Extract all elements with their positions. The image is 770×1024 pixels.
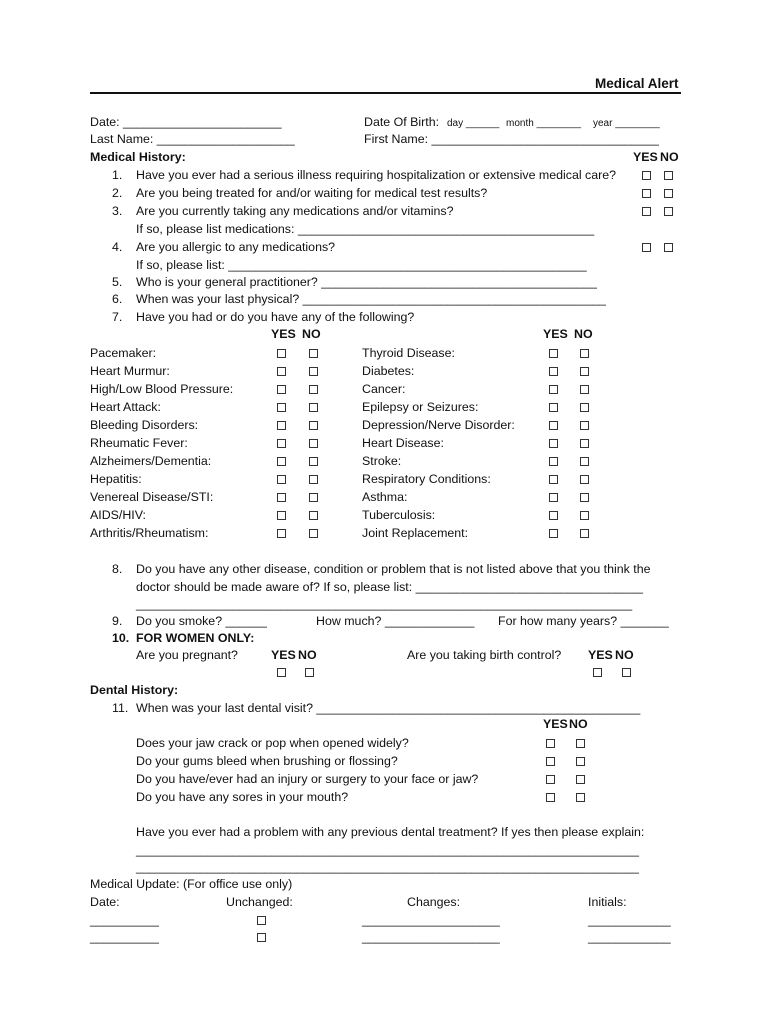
condition-label: Hepatitis: bbox=[90, 472, 142, 486]
condition-label: Depression/Nerve Disorder: bbox=[362, 418, 515, 432]
question-number: 4. bbox=[112, 240, 123, 254]
condition-yes-checkbox[interactable] bbox=[549, 475, 558, 484]
dob-month-field[interactable]: month ________ bbox=[506, 118, 582, 129]
practitioner-field[interactable]: Who is your general practitioner? ________________________________________ bbox=[136, 275, 597, 289]
update-date-header: Date: bbox=[90, 895, 120, 909]
condition-yes-checkbox[interactable] bbox=[549, 439, 558, 448]
medical-update-heading: Medical Update: (For office use only) bbox=[90, 877, 293, 891]
condition-yes-checkbox[interactable] bbox=[277, 349, 286, 358]
condition-no-checkbox[interactable] bbox=[309, 511, 318, 520]
condition-label: Heart Attack: bbox=[90, 400, 161, 414]
condition-yes-checkbox[interactable] bbox=[549, 349, 558, 358]
allergies-list-field[interactable]: If so, please list: ____________________________________________________ bbox=[136, 258, 587, 272]
question-jaw: Does your jaw crack or pop when opened widely? bbox=[136, 736, 409, 750]
question-injury: Do you have/ever had an injury or surgery to your face or jaw? bbox=[136, 772, 479, 786]
question-conditions: Have you had or do you have any of the following? bbox=[136, 310, 415, 324]
condition-yes-checkbox[interactable] bbox=[277, 367, 286, 376]
jaw-yes-checkbox[interactable] bbox=[546, 739, 555, 748]
condition-no-checkbox[interactable] bbox=[309, 349, 318, 358]
jaw-no-checkbox[interactable] bbox=[576, 739, 585, 748]
question-other-conditions: Do you have any other disease, condition or problem that is not listed above that you think the bbox=[136, 562, 651, 576]
condition-yes-checkbox[interactable] bbox=[549, 385, 558, 394]
condition-label: Asthma: bbox=[362, 490, 408, 504]
conditions-no-header: NO bbox=[574, 327, 593, 341]
medications-list-field[interactable]: If so, please list medications: ___________________________________________ bbox=[136, 222, 595, 236]
pregnant-yes-header: YES bbox=[271, 648, 296, 662]
condition-yes-checkbox[interactable] bbox=[277, 385, 286, 394]
condition-yes-checkbox[interactable] bbox=[277, 475, 286, 484]
condition-no-checkbox[interactable] bbox=[309, 367, 318, 376]
question-medications: Are you currently taking any medications and/or vitamins? bbox=[136, 204, 454, 218]
question-gums: Do your gums bleed when brushing or flossing? bbox=[136, 754, 398, 768]
update-date-field-2[interactable]: __________ bbox=[90, 930, 159, 944]
condition-yes-checkbox[interactable] bbox=[549, 493, 558, 502]
q1-yes-checkbox[interactable] bbox=[642, 171, 651, 180]
injury-yes-checkbox[interactable] bbox=[546, 775, 555, 784]
date-field[interactable]: Date: _______________________ bbox=[90, 115, 282, 129]
last-name-field[interactable]: Last Name: ____________________ bbox=[90, 132, 295, 146]
page-title: Medical Alert bbox=[595, 76, 679, 91]
update-initials-header: Initials: bbox=[588, 895, 627, 909]
yes-header: YES bbox=[633, 150, 658, 164]
condition-no-checkbox[interactable] bbox=[309, 403, 318, 412]
pregnant-no-header: NO bbox=[298, 648, 317, 662]
dental-no-header: NO bbox=[569, 717, 588, 731]
question-hospitalization: Have you ever had a serious illness requiring hospitalization or extensive medical care? bbox=[136, 168, 617, 182]
update-initials-field-2[interactable]: ____________ bbox=[588, 930, 671, 944]
condition-label: Bleeding Disorders: bbox=[90, 418, 199, 432]
update-initials-field[interactable]: ____________ bbox=[588, 913, 671, 927]
question-number: 10. bbox=[112, 631, 130, 645]
birth-control-yes-header: YES bbox=[588, 648, 613, 662]
dob-year-field[interactable]: year ________ bbox=[593, 118, 660, 129]
condition-no-checkbox[interactable] bbox=[580, 403, 589, 412]
condition-label: Rheumatic Fever: bbox=[90, 436, 188, 450]
medical-history-heading: Medical History: bbox=[90, 150, 186, 164]
update-unchanged-checkbox[interactable] bbox=[257, 916, 266, 925]
pregnant-label: Are you pregnant? bbox=[136, 648, 238, 662]
condition-yes-checkbox[interactable] bbox=[549, 367, 558, 376]
condition-yes-checkbox[interactable] bbox=[549, 457, 558, 466]
condition-no-checkbox[interactable] bbox=[309, 493, 318, 502]
condition-no-checkbox[interactable] bbox=[580, 439, 589, 448]
dob-label: Date Of Birth: bbox=[364, 115, 440, 129]
birth-control-label: Are you taking birth control? bbox=[407, 648, 562, 662]
how-much-field[interactable]: How much? _____________ bbox=[316, 614, 475, 628]
condition-label: Tuberculosis: bbox=[362, 508, 436, 522]
condition-no-checkbox[interactable] bbox=[580, 349, 589, 358]
condition-no-checkbox[interactable] bbox=[309, 385, 318, 394]
condition-label: Epilepsy or Seizures: bbox=[362, 400, 479, 414]
condition-no-checkbox[interactable] bbox=[309, 457, 318, 466]
condition-label: Heart Murmur: bbox=[90, 364, 170, 378]
condition-no-checkbox[interactable] bbox=[580, 457, 589, 466]
condition-yes-checkbox[interactable] bbox=[549, 421, 558, 430]
condition-no-checkbox[interactable] bbox=[309, 475, 318, 484]
question-previous-treatment: Have you ever had a problem with any previous dental treatment? If yes then please explain: bbox=[136, 825, 645, 839]
condition-yes-checkbox[interactable] bbox=[277, 403, 286, 412]
update-date-field[interactable]: __________ bbox=[90, 913, 159, 927]
pregnant-no-checkbox[interactable] bbox=[305, 668, 314, 677]
condition-yes-checkbox[interactable] bbox=[277, 421, 286, 430]
condition-yes-checkbox[interactable] bbox=[549, 511, 558, 520]
condition-label: Heart Disease: bbox=[362, 436, 444, 450]
how-many-years-field[interactable]: For how many years? _______ bbox=[498, 614, 669, 628]
condition-yes-checkbox[interactable] bbox=[277, 493, 286, 502]
pregnant-yes-checkbox[interactable] bbox=[277, 668, 286, 677]
update-changes-field[interactable]: ____________________ bbox=[362, 913, 500, 927]
condition-no-checkbox[interactable] bbox=[309, 529, 318, 538]
injury-no-checkbox[interactable] bbox=[576, 775, 585, 784]
sores-no-checkbox[interactable] bbox=[576, 793, 585, 802]
q2-yes-checkbox[interactable] bbox=[642, 189, 651, 198]
last-dental-visit-field[interactable]: When was your last dental visit? _______________________________________________ bbox=[136, 701, 641, 715]
title-divider bbox=[90, 92, 681, 94]
conditions-yes-header: YES bbox=[543, 327, 568, 341]
question-number: 3. bbox=[112, 204, 123, 218]
q4-yes-checkbox[interactable] bbox=[642, 243, 651, 252]
previous-treatment-field-2[interactable]: ______________________________________________________________________________ bbox=[136, 861, 639, 874]
q2-no-checkbox[interactable] bbox=[664, 189, 673, 198]
condition-no-checkbox[interactable] bbox=[580, 493, 589, 502]
condition-no-checkbox[interactable] bbox=[309, 439, 318, 448]
other-conditions-field-2[interactable]: ________________________________________________________________________ bbox=[136, 597, 633, 611]
update-unchanged-checkbox-2[interactable] bbox=[257, 933, 266, 942]
gums-no-checkbox[interactable] bbox=[576, 757, 585, 766]
condition-label: Alzheimers/Dementia: bbox=[90, 454, 212, 468]
q1-no-checkbox[interactable] bbox=[664, 171, 673, 180]
condition-label: Stroke: bbox=[362, 454, 402, 468]
condition-label: Thyroid Disease: bbox=[362, 346, 455, 360]
birth-control-yes-checkbox[interactable] bbox=[593, 668, 602, 677]
gums-yes-checkbox[interactable] bbox=[546, 757, 555, 766]
question-allergies: Are you allergic to any medications? bbox=[136, 240, 336, 254]
question-number: 7. bbox=[112, 310, 123, 324]
condition-label: Venereal Disease/STI: bbox=[90, 490, 214, 504]
dental-history-heading: Dental History: bbox=[90, 683, 179, 697]
condition-label: Respiratory Conditions: bbox=[362, 472, 491, 486]
smoke-field[interactable]: Do you smoke? ______ bbox=[136, 614, 267, 628]
condition-label: AIDS/HIV: bbox=[90, 508, 146, 522]
birth-control-no-checkbox[interactable] bbox=[622, 668, 631, 677]
condition-label: Arthritis/Rheumatism: bbox=[90, 526, 209, 540]
question-number: 8. bbox=[112, 562, 123, 576]
condition-label: Cancer: bbox=[362, 382, 406, 396]
question-number: 6. bbox=[112, 292, 123, 306]
last-physical-field[interactable]: When was your last physical? ____________________________________________ bbox=[136, 292, 606, 306]
question-number: 5. bbox=[112, 275, 123, 289]
condition-yes-checkbox[interactable] bbox=[277, 529, 286, 538]
conditions-yes-header: YES bbox=[271, 327, 296, 341]
condition-no-checkbox[interactable] bbox=[580, 475, 589, 484]
sores-yes-checkbox[interactable] bbox=[546, 793, 555, 802]
condition-label: Joint Replacement: bbox=[362, 526, 469, 540]
condition-label: High/Low Blood Pressure: bbox=[90, 382, 234, 396]
dob-day-field[interactable]: day ______ bbox=[447, 118, 500, 129]
dental-yes-header: YES bbox=[543, 717, 568, 731]
update-changes-header: Changes: bbox=[407, 895, 461, 909]
conditions-no-header: NO bbox=[302, 327, 321, 341]
other-conditions-field[interactable]: doctor should be made aware of? If so, please list: _________________________________ bbox=[136, 580, 644, 594]
condition-no-checkbox[interactable] bbox=[580, 421, 589, 430]
question-number: 1. bbox=[112, 168, 123, 182]
previous-treatment-field[interactable]: ______________________________________________________________________________ bbox=[136, 844, 639, 857]
women-only-heading: FOR WOMEN ONLY: bbox=[136, 631, 255, 645]
condition-label: Pacemaker: bbox=[90, 346, 157, 360]
condition-no-checkbox[interactable] bbox=[580, 367, 589, 376]
no-header: NO bbox=[660, 150, 679, 164]
condition-label: Diabetes: bbox=[362, 364, 415, 378]
condition-no-checkbox[interactable] bbox=[580, 385, 589, 394]
first-name-field[interactable]: First Name: _________________________________ bbox=[364, 132, 659, 146]
q3-no-checkbox[interactable] bbox=[664, 207, 673, 216]
question-treatment: Are you being treated for and/or waiting for medical test results? bbox=[136, 186, 488, 200]
condition-yes-checkbox[interactable] bbox=[277, 439, 286, 448]
condition-yes-checkbox[interactable] bbox=[277, 511, 286, 520]
condition-no-checkbox[interactable] bbox=[580, 529, 589, 538]
condition-yes-checkbox[interactable] bbox=[549, 529, 558, 538]
condition-yes-checkbox[interactable] bbox=[277, 457, 286, 466]
condition-yes-checkbox[interactable] bbox=[549, 403, 558, 412]
q3-yes-checkbox[interactable] bbox=[642, 207, 651, 216]
update-changes-field-2[interactable]: ____________________ bbox=[362, 930, 500, 944]
update-unchanged-header: Unchanged: bbox=[226, 895, 293, 909]
condition-no-checkbox[interactable] bbox=[309, 421, 318, 430]
question-sores: Do you have any sores in your mouth? bbox=[136, 790, 349, 804]
question-number: 2. bbox=[112, 186, 123, 200]
q4-no-checkbox[interactable] bbox=[664, 243, 673, 252]
question-number: 9. bbox=[112, 614, 123, 628]
question-number: 11. bbox=[112, 701, 129, 715]
birth-control-no-header: NO bbox=[615, 648, 634, 662]
condition-no-checkbox[interactable] bbox=[580, 511, 589, 520]
